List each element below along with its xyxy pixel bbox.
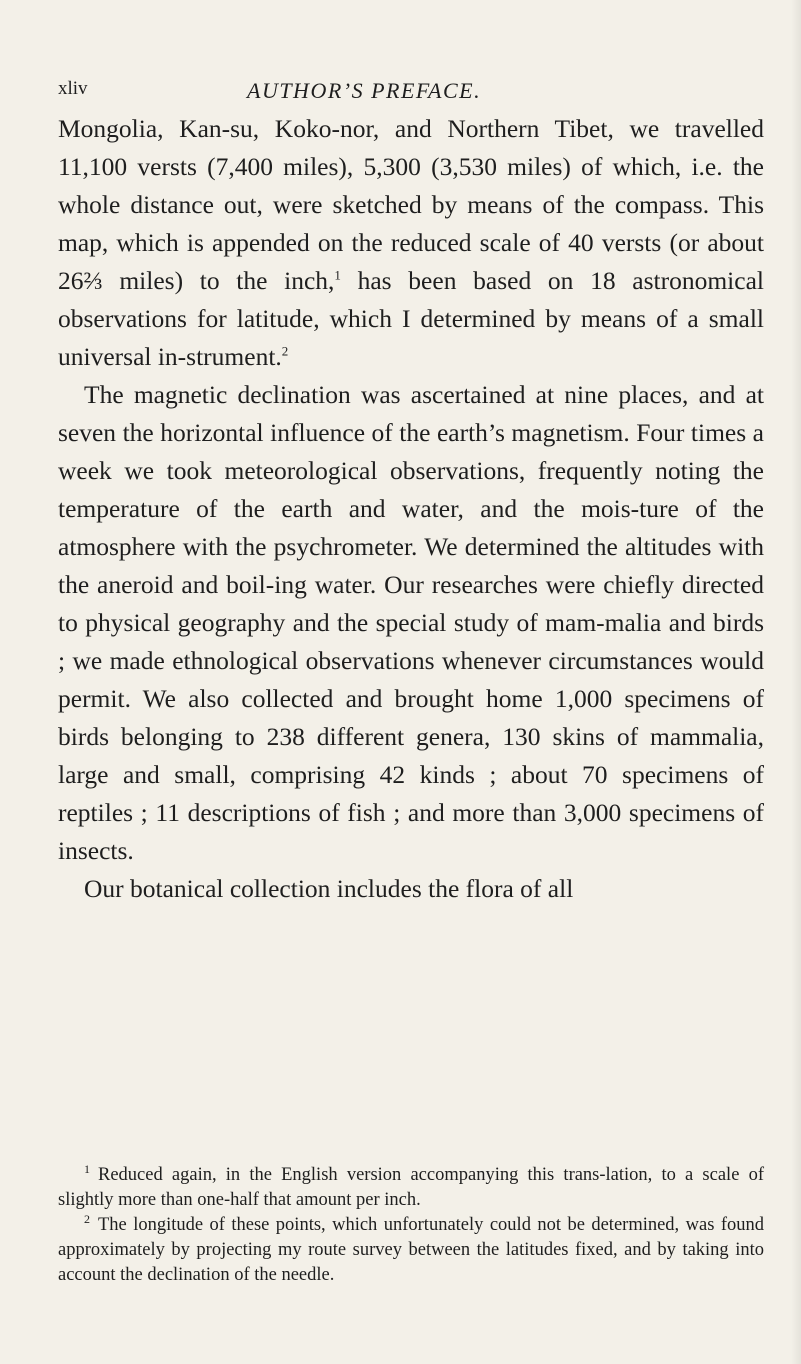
paragraph-1-part-b: has been based on 18 astronomical observations for latitude, which I determined by means of a small universal in-strument. bbox=[58, 266, 764, 371]
paragraph-1-part-a: Mongolia, Kan-su, Koko-nor, and Northern Tibet, we travelled 11,100 verst​s (7,400 miles), 5,300 (3,530 miles) of which, i.e. the whole distance out, were sketched by means of the compass. This map, which is appended on the reduced scale of 40 versts (or about 26⅔ miles) to the inch, bbox=[58, 114, 764, 295]
paragraph-3: Our botanical collection includes the flora of all bbox=[84, 874, 574, 903]
footnote-text: The longitude of these points, which unfortunately could not be determined, was found approximately by projecting my route survey between the latitudes fixed, and by taking into account the declination of the needle. bbox=[58, 1215, 764, 1285]
footnote-ref-1: 1 bbox=[334, 267, 341, 283]
page-number: xliv bbox=[58, 78, 88, 99]
running-head: AUTHOR’S PREFACE. bbox=[247, 78, 482, 103]
paragraph-2: The magnetic declination was ascertained at nine places, and at seven the horizontal influence of the earth’s magnetism. Four times a week we took meteorological observations, frequently noting the temperature of the earth and water, and the mois-ture of the atmosphere with the psychrometer. We determined the altitudes with the aneroid and boil-ing water. Our researches were chiefly directed to physical geography and the special study of mam-malia and birds ; we made ethnological observations whenever circumstances would permit. We also collected and brought home 1,000 specimens of birds belonging to 238 different genera, 130 skins of mammalia, large and small, comprising 42 kinds ; about 70 specimens of reptiles ; 11 descriptions of fish ; and more than 3,000 specimens of insects. bbox=[58, 380, 764, 865]
footnote-2 bbox=[58, 1213, 764, 1288]
footnote-mark: 1 bbox=[84, 1161, 90, 1176]
footnote-ref-2: 2 bbox=[281, 343, 289, 359]
paragraph-1 bbox=[58, 110, 764, 376]
footnote-mark: 2 bbox=[84, 1211, 90, 1226]
page-header bbox=[58, 78, 758, 108]
footnote-text: Reduced again, in the English version accompanying this trans-lation, to a scale of slightly more than one-half that amount per inch. bbox=[58, 1165, 764, 1210]
footnotes bbox=[58, 1163, 764, 1288]
page-edge-shadow bbox=[791, 0, 801, 1364]
footnote-1 bbox=[58, 1163, 764, 1213]
body-text bbox=[58, 110, 764, 908]
